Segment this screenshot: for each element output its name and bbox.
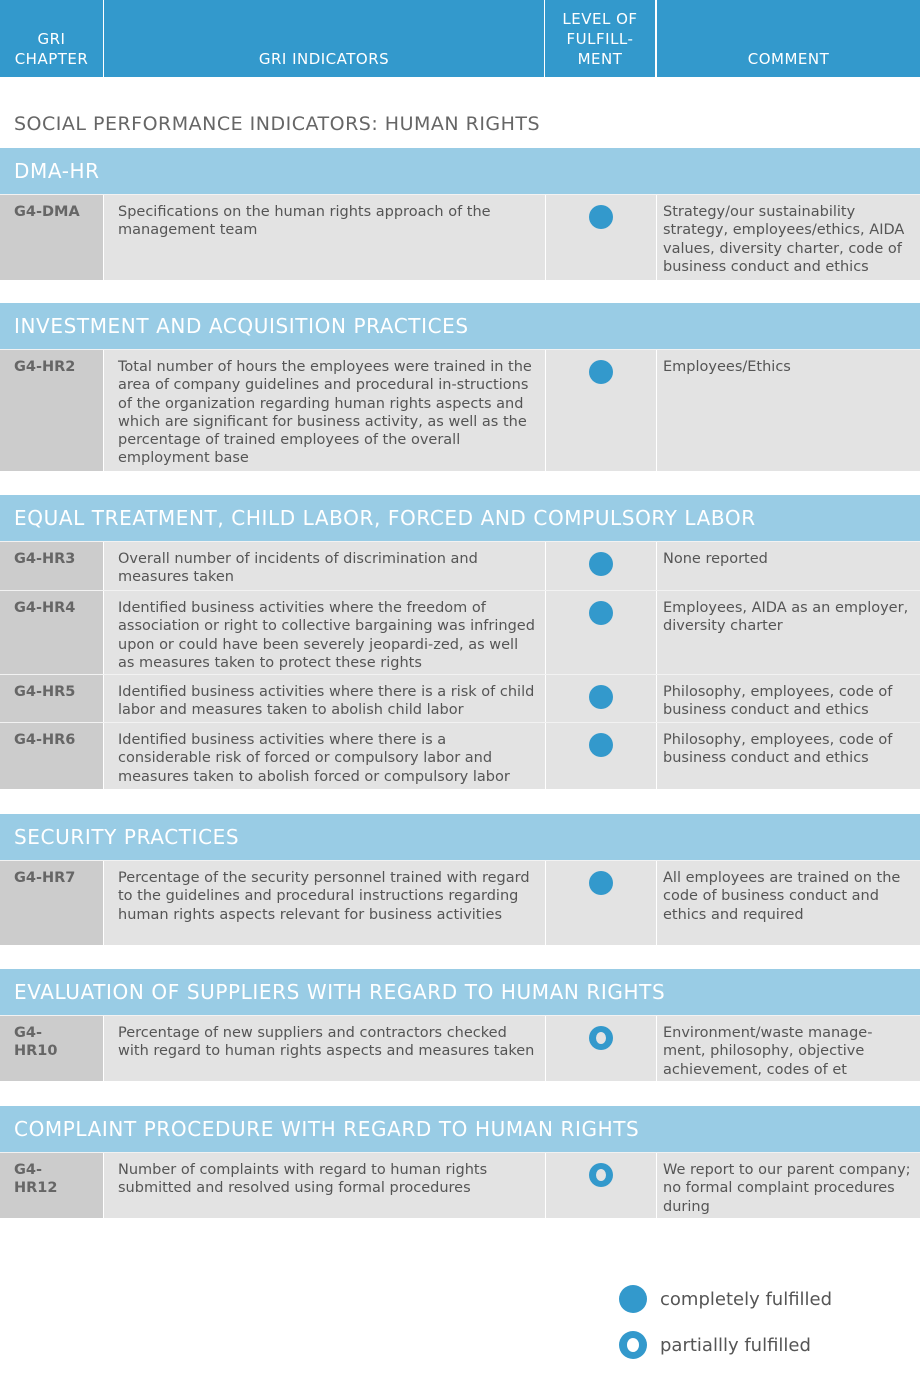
partially-fulfilled-dot-icon bbox=[619, 1331, 647, 1359]
fulfillment-cell bbox=[546, 542, 656, 590]
table-row bbox=[0, 1152, 920, 1218]
comment-text: None reported bbox=[657, 542, 920, 590]
fulfillment-cell bbox=[546, 1016, 656, 1081]
header-gri-chapter bbox=[0, 0, 103, 77]
section-title: EQUAL TREATMENT, CHILD LABOR, FORCED AND COMPULSORY LABOR bbox=[0, 495, 920, 541]
section-complaint-procedure bbox=[0, 1106, 920, 1218]
completely-fulfilled-dot-icon bbox=[589, 552, 613, 576]
fulfillment-cell bbox=[546, 675, 656, 722]
section-title: COMPLAINT PROCEDURE WITH REGARD TO HUMAN RIGHTS bbox=[0, 1106, 920, 1152]
legend-partial bbox=[619, 1331, 811, 1359]
indicator-text: Identified business activities where the freedom of association or right to collective bargaining was infringed upon or could have been severely jeopardi-zed, as well as measures taken to protect these rights bbox=[104, 591, 545, 674]
indicator-code: G4-HR7 bbox=[0, 861, 103, 945]
section-supplier-evaluation bbox=[0, 969, 920, 1081]
header-gri-indicators bbox=[104, 0, 544, 77]
partially-fulfilled-dot-icon bbox=[589, 1026, 613, 1050]
legend-complete bbox=[619, 1285, 832, 1313]
indicator-code: G4-HR4 bbox=[0, 591, 103, 674]
table-row bbox=[0, 541, 920, 590]
completely-fulfilled-dot-icon bbox=[589, 871, 613, 895]
header-level-line3: MENT bbox=[577, 50, 623, 68]
header-level-line1: LEVEL OF bbox=[562, 10, 638, 28]
indicator-text: Percentage of new suppliers and contractors checked with regard to human rights aspects and measures taken bbox=[104, 1016, 545, 1081]
comment-text: All employees are trained on the code of business conduct and ethics and required bbox=[657, 861, 920, 945]
comment-text: Philosophy, employees, code of business conduct and ethics bbox=[657, 723, 920, 789]
table-row bbox=[0, 194, 920, 280]
section-title: EVALUATION OF SUPPLIERS WITH REGARD TO HUMAN RIGHTS bbox=[0, 969, 920, 1015]
section-title: DMA-HR bbox=[0, 148, 920, 194]
header-gri-chapter-line1: GRI bbox=[37, 30, 66, 48]
indicator-code: G4-HR3 bbox=[0, 542, 103, 590]
header-comment bbox=[657, 0, 920, 77]
indicator-text: Identified business activities where there is a risk of child labor and measures taken to abolish child labor bbox=[104, 675, 545, 722]
indicator-text: Percentage of the security personnel trained with regard to the guidelines and procedural instructions regarding human rights aspects relevant for business activities bbox=[104, 861, 545, 945]
table-row bbox=[0, 590, 920, 674]
section-equal-treatment bbox=[0, 495, 920, 789]
header-gri-indicators-label: GRI INDICATORS bbox=[258, 50, 390, 68]
indicator-text: Number of complaints with regard to human rights submitted and resolved using formal procedures bbox=[104, 1153, 545, 1218]
legend-partial-label: partiallly fulfilled bbox=[660, 1334, 811, 1356]
indicator-code: G4-HR2 bbox=[0, 350, 103, 471]
partially-fulfilled-dot-icon bbox=[589, 1163, 613, 1187]
comment-text: Philosophy, employees, code of business conduct and ethics bbox=[657, 675, 920, 722]
table-row bbox=[0, 349, 920, 471]
fulfillment-cell bbox=[546, 591, 656, 674]
legend-complete-label: completely fulfilled bbox=[660, 1288, 833, 1310]
comment-text: Employees/Ethics bbox=[657, 350, 920, 471]
comment-text: Strategy/our sustainability strategy, employees/ethics, AIDA values, diversity charter, code of business conduct and ethics bbox=[657, 195, 920, 280]
indicator-text: Total number of hours the employees were trained in the area of company guidelines and procedural in-structions of the organization regarding human rights aspects and which are significant for business activity, as well as the percentage of trained employees of the overall employment base bbox=[104, 350, 545, 471]
completely-fulfilled-dot-icon bbox=[589, 205, 613, 229]
section-title: INVESTMENT AND ACQUISITION PRACTICES bbox=[0, 303, 920, 349]
table-row bbox=[0, 860, 920, 945]
comment-text: We report to our parent company; no formal complaint procedures during bbox=[657, 1153, 920, 1218]
fulfillment-cell bbox=[546, 723, 656, 789]
header-level-of-fulfillment bbox=[545, 0, 655, 77]
section-title: SECURITY PRACTICES bbox=[0, 814, 920, 860]
indicator-code: G4-HR10 bbox=[0, 1016, 103, 1081]
completely-fulfilled-dot-icon bbox=[589, 733, 613, 757]
header-gri-chapter-line2: CHAPTER bbox=[14, 50, 89, 68]
page-title: SOCIAL PERFORMANCE INDICATORS: HUMAN RIGHTS bbox=[14, 113, 541, 135]
section-dma-hr bbox=[0, 148, 920, 280]
indicator-text: Specifications on the human rights approach of the management team bbox=[104, 195, 545, 280]
indicator-text: Overall number of incidents of discrimination and measures taken bbox=[104, 542, 545, 590]
section-investment-acquisition bbox=[0, 303, 920, 471]
fulfillment-cell bbox=[546, 350, 656, 471]
indicator-code: G4-HR5 bbox=[0, 675, 103, 722]
table-row bbox=[0, 722, 920, 789]
completely-fulfilled-dot-icon bbox=[589, 601, 613, 625]
table-row bbox=[0, 1015, 920, 1081]
fulfillment-cell bbox=[546, 195, 656, 280]
header-comment-label: COMMENT bbox=[747, 50, 830, 68]
fulfillment-cell bbox=[546, 1153, 656, 1218]
indicator-code: G4-HR12 bbox=[0, 1153, 103, 1218]
fulfillment-cell bbox=[546, 861, 656, 945]
indicator-code: G4-DMA bbox=[0, 195, 103, 280]
table-row bbox=[0, 674, 920, 722]
comment-text: Employees, AIDA as an employer, diversity charter bbox=[657, 591, 920, 674]
completely-fulfilled-dot-icon bbox=[619, 1285, 647, 1313]
section-security-practices bbox=[0, 814, 920, 945]
indicator-text: Identified business activities where there is a considerable risk of forced or compulsory labor and measures taken to abolish forced or compulsory labor bbox=[104, 723, 545, 789]
completely-fulfilled-dot-icon bbox=[589, 360, 613, 384]
comment-text: Environment/waste manage-ment, philosophy, objective achievement, codes of et bbox=[657, 1016, 920, 1081]
header-level-line2: FULFILL- bbox=[566, 30, 634, 48]
completely-fulfilled-dot-icon bbox=[589, 685, 613, 709]
indicator-code: G4-HR6 bbox=[0, 723, 103, 789]
